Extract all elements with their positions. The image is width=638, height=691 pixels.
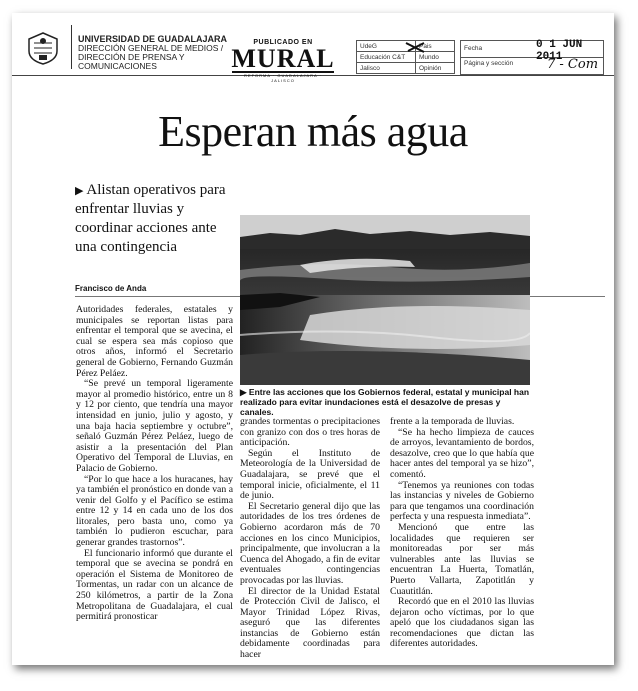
caption-text: Entre las acciones que los Gobiernos federal, estatal y municipal han realizado para evitar inundaciones está el desazolve de presas y canales. (240, 387, 530, 417)
article-column-1 (76, 305, 233, 623)
section-cell: Educación C&T (357, 52, 416, 63)
newspaper-logo-sub: REFORMA · GUADALAJARA · JALISCO (232, 71, 334, 83)
article-paragraph: Recordó que en el 2010 las lluvias dejaron ocho víctimas, por lo que apeló que los ciudadanos sigan las recomendaciones que dictan las diferentes autoridades. (390, 596, 534, 650)
handwritten-check-mark-icon (404, 41, 426, 53)
fecha-label: Fecha (464, 45, 483, 52)
article-column-2 (240, 417, 380, 661)
section-cell: Jalisco (357, 63, 416, 74)
section-cell: Pais (416, 41, 455, 52)
department-line: DIRECCIÓN GENERAL DE MEDIOS / (78, 43, 224, 53)
article-paragraph: Según el Instituto de Meteorología de la Universidad de Guadalajara, se prevé que el temporal inicie, oficialmente, el 11 de junio. (240, 447, 380, 502)
department-line: DIRECCIÓN DE PRENSA Y (78, 52, 185, 62)
university-seal-icon (24, 31, 62, 65)
article-paragraph: grandes tormentas o precipitaciones con granizo con dos o tres horas de anticipación. (240, 416, 380, 449)
newspaper-logo: MURAL (231, 44, 335, 73)
arrow-bullet-icon: ▶ (240, 387, 249, 397)
institution-block (78, 35, 227, 71)
photo-caption (240, 387, 534, 417)
article-paragraph: “Por lo que hace a los huracanes, hay ya también el pronóstico en donde van a venir del Golfo y el Pacífico se estima entre 12 y 14 en cada uno de los dos litorales, pero basta uno, como ya también lo pudieron escuchar, para generar grandes trastornos”. (76, 473, 233, 549)
clipping-header (12, 13, 614, 83)
article-paragraph: Mencionó que entre las localidades que requieren ser monitoreadas por ser más vulnerables ante las lluvias se encuentran La Huerta, Tomatlán, Puerto Vallarta, Zapotitlán y Cuautitlán. (390, 521, 534, 597)
pagina-label: Página y sección (464, 60, 514, 67)
article-headline: Esperan más agua (158, 107, 468, 156)
published-in-label: PUBLICADO EN (253, 39, 313, 46)
date-stamp: 0 1 JUN 2011 (536, 39, 583, 63)
section-cell: Mundo (416, 52, 455, 63)
article-paragraph: “Tenemos ya reuniones con todas las instancias y niveles de Gobierno para que tengamos una coordinación perfecta y una respuesta inmediata”. (390, 479, 534, 523)
department-line: COMUNICACIONES (78, 61, 157, 71)
article-paragraph: El director de la Unidad Estatal de Protección Civil de Jalisco, el Mayor Trinidad López Rivas, aseguró que las diferentes instancias de Gobierno están debidamente coordinadas para hacer (240, 585, 380, 661)
article-paragraph: El funcionario informó que durante el temporal que se avecina se pondrá en operación el Sistema de Monitoreo de Tormentas, un radar con un alcance de 250 kilómetros, a partir de la Zona Metropolitana de Guadalajara, el cual permitirá pronosticar (76, 547, 233, 623)
article-paragraph: Autoridades federales, estatales y municipales se reportan listas para enfrentar el temporal que se avecina, el cual se espera sea más copioso que otros años, informó el Secretario general de Gobierno, Fernando Guzmán Pérez Peláez. (76, 304, 233, 379)
arrow-bullet-icon: ▶ (75, 184, 84, 197)
subhead-text: Alistan operativos para enfrentar lluvias y coordinar acciones ante una contingencia (75, 182, 226, 255)
article-paragraph: “Se prevé un temporal ligeramente mayor al promedio histórico, entre un 8 y 12 por ciento, que tendría una mayor intensidad en junio, julio y agosto, y una baja hacia septiembre y octubre”, señaló Guzmán Pérez Peláez, luego de asistir a la presentación del Plan Operativo del Temporal de Lluvias, en Palacio de Gobierno. (76, 378, 233, 474)
flood-dam-photo (240, 215, 530, 385)
section-row (357, 52, 455, 63)
article-paragraph: frente a la temporada de lluvias. (390, 416, 515, 427)
header-divider (71, 25, 72, 69)
section-cell: Opinión (416, 63, 455, 74)
section-row (357, 63, 455, 74)
handwritten-page-note: 7 - Com (547, 57, 599, 72)
article-column-3 (390, 417, 534, 650)
institution-name: UNIVERSIDAD DE GUADALAJARA (78, 34, 228, 44)
article-byline: Francisco de Anda (75, 284, 147, 293)
article-paragraph: “Se ha hecho limpieza de cauces de arroyos, levantamiento de bordos, desazolve, creo que lo que había que hacer antes del temporal ya se hizo”, comentó. (390, 426, 534, 480)
section-cell: UdeG (357, 41, 416, 52)
publication-block (224, 39, 342, 83)
article-paragraph: El Secretario general dijo que las autoridades de los tres órdenes de Gobierno acordaron más de 70 acciones en los cinco Municipios, principalmente, que involucran a la Cuenca del Ahogado, a fin de evitar eventuales contingencias provocadas por las lluvias. (240, 500, 380, 586)
article-subheadline (75, 181, 235, 257)
newspaper-clipping (12, 13, 614, 665)
